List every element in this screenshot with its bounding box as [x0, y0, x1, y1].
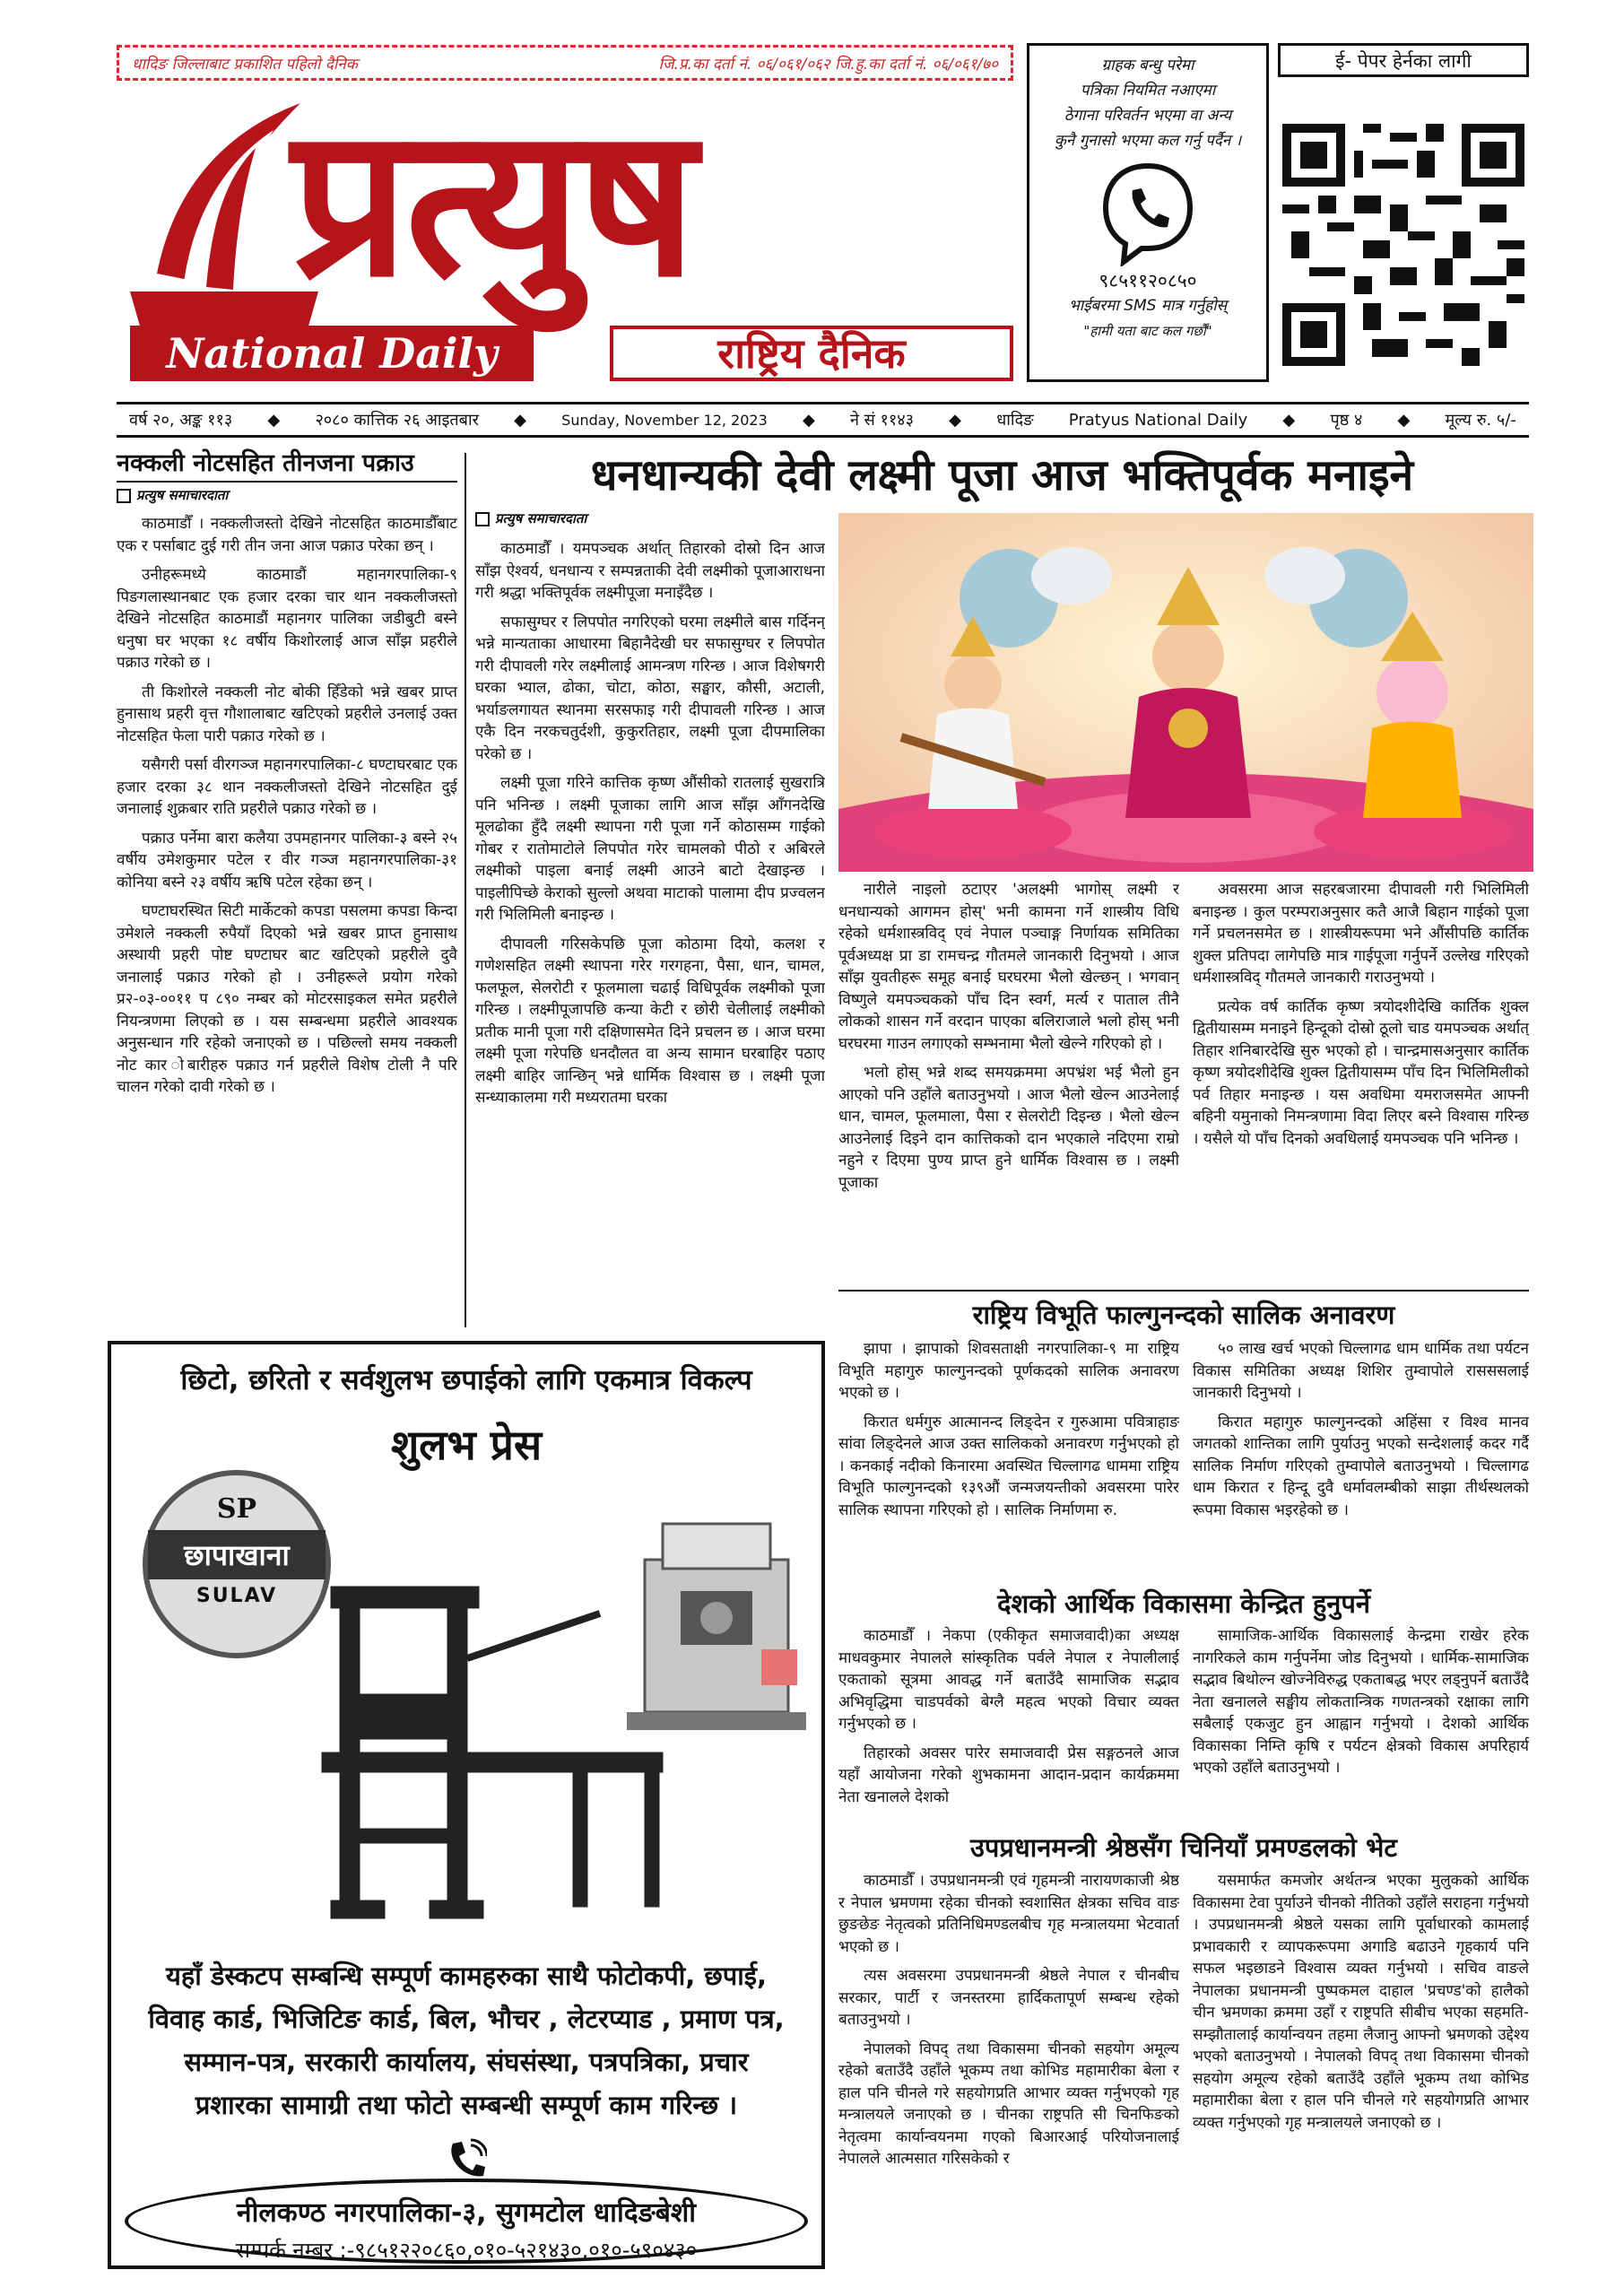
dateline-en-date: Sunday, November 12, 2023	[561, 411, 768, 429]
epaper-label: ई- पेपर हेर्नका लागी	[1278, 43, 1529, 77]
subscriber-notice-box	[1027, 43, 1269, 382]
article-paragraph: घण्टाघरस्थित सिटी मार्केटको कपडा पसलमा कपडा किन्दा उमेशले नक्कली रुपैयाँ दिएको भन्ने खबर प्राप्त हुनासाथ अस्थायी प्रहरी पोष्ट घण्टाघर बाट खटिएको प्रहरीले दुवै जनालाई पक्राउ गरेको हो । उनीहरूले प्रयोग गरेको प्र२-०३-००११ प ८९० नम्बर को मोटरसाइकल समेत प्रहरीले नियन्त्रणमा लिएको छ । यस सम्बन्धमा प्रहरीले आवश्यक अनुसन्धान गरि रहेको जनाएको छ । पछिल्लो समय नक्कली नोट कार ोबारीहरु पक्राउ गर्न प्रहरीले विशेष टोली नै परि चालन गरेको दावी गरेको छ ।	[117, 902, 457, 1096]
press-advertisement	[108, 1341, 825, 2269]
ad-logo-np: छापाखाना	[148, 1530, 326, 1579]
article-economy-col-1	[838, 1625, 1179, 1827]
dateline-volume: वर्ष २०, अङ्क ११३	[129, 411, 233, 430]
notice-phone: ९८५११२०८५०	[1099, 270, 1197, 291]
article-paragraph: काठमाडौँ । नेकपा (एकीकृत समाजवादी)का अध्यक्ष माधवकुमार नेपालले सांस्कृतिक पर्वले नेपाल र नेपालीलाई एकताको सूत्रमा आवद्ध गर्ने बताउँदै सामाजिक सद्भाव अभिवृद्धिमा चाडपर्वको बेग्लै महत्व भएको विचार व्यक्त गर्नुभएको छ ।	[838, 1627, 1179, 1733]
article-paragraph: ती किशोरले नक्कली नोट बोकी हिँडेको भन्ने खबर प्राप्त हुनासाथ प्रहरी वृत्त गौशालाबाट खटिएको प्रहरीले उनलाई उक्त नोटसहित फेला पारी पक्राउ गरेको छ ।	[117, 683, 457, 745]
article-paragraph: तिहारको अवसर पारेर समाजवादी प्रेस सङ्गठनले आज यहाँ आयोजना गरेको शुभकामना आदान-प्रदान कार्यक्रममा नेता खनालले देशको	[838, 1744, 1179, 1806]
article-paragraph: किरात धर्मगुरु आत्मानन्द लिङ्देन र गुरुआमा पवित्राहाङ सांवा लिङ्देनले आज उक्त सालिकको अनावरण गर्नुभएको हो । कनकाई नदीको किनारमा अवस्थित चिल्लागढ धाममा राष्ट्रिय विभूति फाल्गुनन्दको १३९औं जन्मजयन्तीको अवसरमा पारेर सालिक स्थापना गरिएको हो । सालिक निर्माणमा रु.	[838, 1413, 1179, 1519]
article-fake-notes-body	[117, 513, 457, 1106]
article-vibhuti-col-2	[1193, 1338, 1529, 1585]
article-paragraph: भलो होस् भन्ने शब्द समयक्रममा अपभ्रंश भई भैलो हुन आएको पनि उहाँले बताउनुभयो । आज भैलो खेल्न आउनेलाई धान, चामल, फूलमाला, पैसा र सेलरोटी दिइन्छ । भैलो खेल्न आउनेलाई दिइने दान कात्तिकको दान भएकाले नदिएमा राम्रो नहुने र दिएमा पुण्य प्राप्त हुने धार्मिक विश्वास छ । लक्ष्मी पूजाका	[838, 1064, 1179, 1192]
notice-line-3: ठेगाना परिवर्तन भएमा वा अन्य	[1064, 107, 1232, 125]
article-paragraph: दीपावली गरिसकेपछि पूजा कोठामा दियो, कलश र गणेशसहित लक्ष्मी स्थापना गरेर गरगहना, पैसा, धान, चामल, फलफूल, सेलरोटी र फूलमाला चढाई विधिपूर्वक लक्ष्मीको पूजा गरिन्छ । लक्ष्मीपूजापछि कन्या केटी र छोरी चेलीलाई लक्ष्मीको प्रतीक मानी पूजा गरी दक्षिणासमेत दिने प्रचलन छ । आज घरमा लक्ष्मी पूजा गरेपछि धनदौलत वा अन्य सामान घरबाहिर पठाए लक्ष्मी बाहिर जान्छिन् भन्ने धार्मिक विश्वास छ । लक्ष्मी पूजा सन्ध्याकालमा गरी मध्यरातमा घरका	[475, 935, 825, 1107]
ad-logo-en: SULAV	[195, 1585, 278, 1607]
article-economy-col-2	[1193, 1625, 1529, 1827]
article-paragraph: नेपालको विपद् तथा विकासमा चीनको सहयोग अमूल्य रहेको बताउँदै उहाँले भूकम्प तथा कोभिड महामारीका बेला र हाल पनि चीनले गरे सहयोगप्रति आभार व्यक्त गर्नुभएको गृह मन्त्रालयले जनाएको छ । चीनका राष्ट्रपति सी चिनफिङको नेतृत्वमा कार्यान्वयनमा गएको बिआरआई परियोजनालाई नेपालले आत्मसात गरिसकेको र	[838, 2039, 1179, 2168]
article-laxmi-col-1	[475, 538, 825, 1327]
article-paragraph: काठमाडौँ । यमपञ्चक अर्थात् तिहारको दोस्रो दिन आज साँझ ऐश्वर्य, धनधान्य र सम्पन्नताकी देवी लक्ष्मीको पूजाआराधना गरी श्रद्धा भक्तिपूर्वक लक्ष्मीपूजा मनाइँदैछ ।	[475, 540, 825, 602]
masthead-en-banner: National Daily	[130, 326, 534, 381]
tagline-left: धादिङ जिल्लाबाट प्रकाशित पहिलो दैनिक	[132, 55, 358, 74]
goddess-laxmi-image	[838, 513, 1533, 872]
column-divider	[465, 453, 466, 1327]
epaper-box	[1278, 43, 1529, 382]
article-paragraph: नारीले नाइलो ठटाएर 'अलक्ष्मी भागोस् लक्ष्मी र धनधान्यको आगमन होस्' भनी कामना गर्ने शास्त्रीय विधि रहेको धर्मशास्त्रविद् एवं नेपाल पञ्चाङ्ग निर्णायक समितिका पूर्वअध्यक्ष प्रा डा रामचन्द्र गौतमले जानकारी दिनुभयो । आज साँझ युवतीहरू समूह बनाई घरघरमा भैलो खेल्छन् । भगवान् विष्णुले यमपञ्चकको पाँच दिन स्वर्ग, मर्त्य र पाताल तीनै लोकको शासन गर्ने वरदान पाएका बलिराजाले भलो होस् भनी घरघरमा गाउन लगाएको सम्भनामा भैलो खेल्ने गरिएको हो ।	[838, 881, 1179, 1053]
article-laxmi-puja-headline: धनधान्यकी देवी लक्ष्मी पूजा आज भक्तिपूर्वक मनाइने	[590, 450, 1414, 500]
article-economy-headline: देशको आर्थिक विकासमा केन्द्रित हुनुपर्ने	[997, 1588, 1370, 1619]
article-paragraph: उनीहरूमध्ये काठमाडौं महानगरपालिका-९ पिङगलास्थानबाट एक हजार दरका चार थान नक्कलीजस्तो देखिने नोटसहित काठमाडौं महानगर पालिका जडीबुटी बस्ने धनुषा घर भएका १८ वर्षीय किशोरलाई आज साँझ प्रहरीले पक्राउ गरेको छ ।	[117, 566, 457, 672]
notice-line-2: पत्रिका नियमित नआएमा	[1080, 82, 1216, 100]
article-china-col-2	[1193, 1870, 1529, 2265]
dateline-ns: ने सं ११४३	[849, 411, 914, 430]
dateline-price: मूल्य रु. ५/-	[1445, 411, 1516, 430]
article-paragraph: लक्ष्मी पूजा गरिने कात्तिक कृष्ण औंसीको रातलाई सुखरात्रि पनि भनिन्छ । लक्ष्मी पूजाका लागि आज साँझ आँगनदेखि मूलढोका हुँदै लक्ष्मी स्थापना गरी पूजा गर्ने कोठासम्म गाईको गोबर र रातोमाटोले लिपपोत गरेर चामलको पीठो र अबिरले लक्ष्मीको पाइला बनाई लक्ष्मी आउने बाटो देखाइन्छ । पाइलीपिच्छे केराको सुल्लो अथवा माटाको पालामा दीप प्रज्वलन गरी भिलिमिली बनाइन्छ ।	[475, 774, 825, 924]
article-laxmi-puja-byline: प्रत्युष समाचारदाता	[475, 509, 744, 531]
article-paragraph: अवसरमा आज सहरबजारमा दीपावली गरी भिलिमिली बनाइन्छ । कुल परम्पराअनुसार कतै आजै बिहान गाईको पूजा गर्ने प्रचलनसमेत छ । शास्त्रीयरूपमा भने औंसीपछि कार्तिक शुक्ल प्रतिपदा लागेपछि मात्र गाईपूजा गर्नुपर्ने उल्लेख गरिएको धर्मशास्त्रविद् गौतमले जानकारी गराउनुभयो ।	[1193, 881, 1529, 987]
hand-press-machine-icon	[304, 1560, 681, 1936]
ad-address-oval	[125, 2179, 808, 2264]
ad-body-text: यहाँ डेस्कटप सम्बन्धि सम्पूर्ण कामहरुका साथै फोटोकपी, छपाई, विवाह कार्ड, भिजिटिङ कार्ड, बिल, भौचर , लेटरप्याड , प्रमाण पत्र, सम्मान-पत्र, सरकारी कार्यालय, संघसंस्था, पत्रपत्रिका, प्रचार प्रशारका सामाग्री तथा फोटो सम्बन्धी सम्पूर्ण काम गरिन्छ ।	[148, 1961, 785, 2120]
article-paragraph: सामाजिक-आर्थिक विकासलाई केन्द्रमा राखेर हरेक नागरिकले काम गर्नुपर्नेमा जोड दिनुभयो । धार्मिक-सामाजिक सद्भाव बिथोल्न खोज्नेविरुद्ध एकताबद्ध भएर लड्नुपर्ने बताउँदै नेता खनालले सङ्घीय लोकतान्त्रिक गणतन्त्रको रक्षाका लागि सबैलाई एकजुट हुन आह्वान गर्नुभयो । देशको आर्थिक विकासका निम्ति कृषि र पर्यटन क्षेत्रको विकास अपरिहार्य भएको उहाँले बताउनुभयो ।	[1193, 1627, 1529, 1777]
dateline-place: धादिङ	[996, 411, 1034, 430]
qr-code-icon[interactable]	[1282, 124, 1524, 366]
notice-sms: भाईबरमा SMS मात्र गर्नुहोस्	[1068, 297, 1228, 315]
ad-headline: छिटो, छरितो र सर्वशुलभ छपाईको लागि एकमात्र विकल्प	[180, 1364, 752, 1396]
article-paragraph: त्यस अवसरमा उपप्रधानमन्त्री श्रेष्ठले नेपाल र चीनबीच सरकार, पार्टी र जनस्तरमा हार्दिकतापूर्ण सम्बन्ध रहेको बताउनुभयो ।	[838, 1967, 1179, 2029]
article-fake-notes	[117, 448, 457, 1332]
article-china-col-1	[838, 1870, 1179, 2265]
notice-line-4: कुनै गुनासो भएमा कल गर्नु पर्दैन ।	[1054, 132, 1242, 150]
article-paragraph: पक्राउ पर्नेमा बारा कलैया उपमहानगर पालिका-३ बस्ने २५ वर्षीय उमेशकुमार पटेल र वीर गञ्ज महानगरपालिका-३१ कोनिया बस्ने २३ वर्षीय ऋषि पटेल रहेका छन् ।	[117, 829, 457, 891]
article-paragraph: प्रत्येक वर्ष कार्तिक कृष्ण त्रयोदशीदेखि कार्तिक शुक्ल द्वितीयासम्म मनाइने हिन्दूको दोस्रो ठूलो चाड यमपञ्चक अर्थात् तिहार शनिबारदेखि सुरु भएको हो । चान्द्रमासअनुसार कार्तिक कृष्ण त्रयोदशीदेखि शुक्ल द्वितीयासम्म पाँच दिन भिलिमिलीको पर्व तिहार मनाइन्छ । यस अवधिमा यमराजसमेत आफ्नी बहिनी यमुनाको निमन्त्रणामा विदा लिएर बस्ने विश्वास गरिन्छ । यसैले यो पाँच दिनको अवधिलाई यमपञ्चक पनि भनिन्छ ।	[1193, 997, 1529, 1148]
article-paragraph: काठमाडौँ । उपप्रधानमन्त्री एवं गृहमन्त्री नारायणकाजी श्रेष्ठ र नेपाल भ्रमणमा रहेका चीनको स्वशासित क्षेत्रका सचिव वाङ छुङछेङ नेतृत्वको प्रतिनिधिमण्डलबीच गृह मन्त्रालयमा भेटवार्ता भएको छ ।	[838, 1872, 1179, 1956]
article-paragraph: यसमार्फत कमजोर अर्थतन्त्र भएका मुलुकको आर्थिक विकासमा टेवा पुर्याउने चीनको नीतिको उहाँले सराहना गर्नुभयो । उपप्रधानमन्त्री श्रेष्ठले यसका लागि पूर्वाधारको कामलाई प्रभावकारी र व्यापकरूपमा अगाडि बढाउने गृहकार्य पनि सफल भइछाडने विश्वास व्यक्त गर्नुभयो । सचिव वाङले नेपालका प्रधानमन्त्री पुष्पकमल दाहाल 'प्रचण्ड'को हालैको चीन भ्रमणका क्रममा उहाँ र राष्ट्रपति सीबीच भएका सहमति-सम्झौतालाई कार्यान्वयन तहमा लैजानु आफ्नो भ्रमणको उद्देश्य भएको बताउनुभयो । नेपालको विपद् तथा विकासमा चीनको सहयोग अमूल्य रहेको बताउँदै उहाँले भूकम्प तथा कोभिड महामारीका बेला र हाल पनि चीनले गरे सहयोगप्रति आभार व्यक्त गर्नुभएको गृह मन्त्रालयले जनाएको छ ।	[1193, 1872, 1529, 2132]
article-fake-notes-byline: प्रत्युष समाचारदाता	[117, 486, 457, 504]
tagline-right: जि.प्र.का दर्ता नं. ०६/०६१/०६२ जि.हु.का दर्ता नं. ०६/०६१/७०	[658, 55, 998, 74]
ad-press-name: शुलभ प्रेस	[390, 1421, 543, 1469]
article-paragraph: ५० लाख खर्च भएको चिल्लागढ धाम धार्मिक तथा पर्यटन विकास समितिका अध्यक्ष शिशिर तुम्वापोले रासससलाई जानकारी दिनुभयो ।	[1193, 1340, 1529, 1402]
dateline-np-date: २०८० कात्तिक २६ आइतबार	[315, 411, 479, 430]
section-divider	[838, 1290, 1529, 1292]
article-paragraph: किरात महागुरु फाल्गुनन्दको अहिंसा र विश्व मानव जगतको शान्तिका लागि पुर्याउनु भएको सन्देशलाई कदर गर्दै सालिक निर्माण गरिएको तुम्वापोले बताउनुभयो । चिल्लागढ धाम किरात र हिन्दू दुवै धर्मावलम्बीको साझा तीर्थस्थलको रूपमा विकास भइरहेको छ ।	[1193, 1413, 1529, 1519]
masthead-logo-text: प्रत्युष	[291, 81, 693, 323]
phone-icon	[446, 2138, 487, 2179]
dateline-page: पृष्ठ ४	[1330, 411, 1363, 430]
masthead	[112, 40, 1018, 381]
article-paragraph: काठमाडौँ । नक्कलीजस्तो देखिने नोटसहित काठमाडौँबाट एक र पर्साबाट दुई गरी तीन जना आज पक्राउ परेका छन् ।	[117, 515, 457, 555]
notice-line-1: ग्राहक बन्धु परेमा	[1101, 57, 1194, 74]
notice-sms-tag: "हामी यता बाट कल गर्छौं"	[1083, 323, 1212, 339]
masthead-np-banner: राष्ट्रिय दैनिक	[610, 326, 1013, 381]
ad-logo-top: SP	[216, 1493, 257, 1525]
article-paragraph: सफासुग्घर र लिपपोत नगरिएको घरमा लक्ष्मीले बास गर्दिनन् भन्ने मान्यताका आधारमा बिहानैदेखी घर सफासुग्घर र लिपपोत गरी दीपावली गरेर लक्ष्मीलाई आमन्त्रण गरिन्छ । आज विशेषगरी घरका भ्याल, ढोका, चोटा, कोठा, सङ्घार, कौसी, अटाली, भर्याङलगायत स्थानमा सरसफाइ गरी दीपावली गरिन्छ । आज एकै दिन नरकचतुर्दशी, कुकुरतिहार, लक्ष्मी पूजा दीपमालिका परेको छ ।	[475, 613, 825, 763]
article-vibhuti-col-1	[838, 1338, 1179, 1585]
article-paragraph: यसैगरी पर्सा वीरगञ्ज महानगरपालिका-८ घण्टाघरबाट एक हजार दरका ३८ थान नक्कलीजस्तो देखिने नोटसहित दुई जनालाई शुक्रबार राति प्रहरीले पक्राउ गरेको छ ।	[117, 756, 457, 818]
ad-contact: सम्पर्क नम्बर :-९८५१२२०८६०,०१०-५२१४३०,०१०-५९०४३०	[235, 2238, 698, 2263]
article-china-headline: उपप्रधानमन्त्री श्रेष्ठसँग चिनियाँ प्रमण्डलको भेट	[970, 1832, 1397, 1863]
dateline-paper: Pratyus National Daily	[1068, 410, 1248, 430]
masthead-tagline-bar	[117, 45, 1013, 81]
dateline-bar: वर्ष २०, अङ्क ११३ ◆ २०८० कात्तिक २६ आइतबार ◆ Sunday, November 12, 2023 ◆ ने सं ११४३ ◆ धादिङ Pratyus National Daily ◆ पृष्ठ ४ ◆ मूल्य रु. ५/-	[117, 402, 1529, 438]
ad-address: नीलकण्ठ नगरपालिका-३, सुगमटोल धादिङबेशी	[236, 2197, 697, 2229]
article-vibhuti-headline: राष्ट्रिय विभूति फाल्गुनन्दको सालिक अनावरण	[972, 1300, 1395, 1330]
article-paragraph: झापा । झापाको शिवसताक्षी नगरपालिका-९ मा राष्ट्रिय विभूति महागुरु फाल्गुनन्दको पूर्णकदको सालिक अनावरण भएको छ ।	[838, 1340, 1179, 1402]
ad-logo-badge	[143, 1470, 331, 1658]
viber-phone-icon	[1099, 159, 1197, 266]
article-fake-notes-headline: नक्कली नोटसहित तीनजना पक्राउ	[117, 448, 457, 483]
article-laxmi-col-2	[838, 879, 1179, 1283]
article-laxmi-col-3	[1193, 879, 1529, 1283]
offset-press-machine-icon	[627, 1506, 806, 1739]
